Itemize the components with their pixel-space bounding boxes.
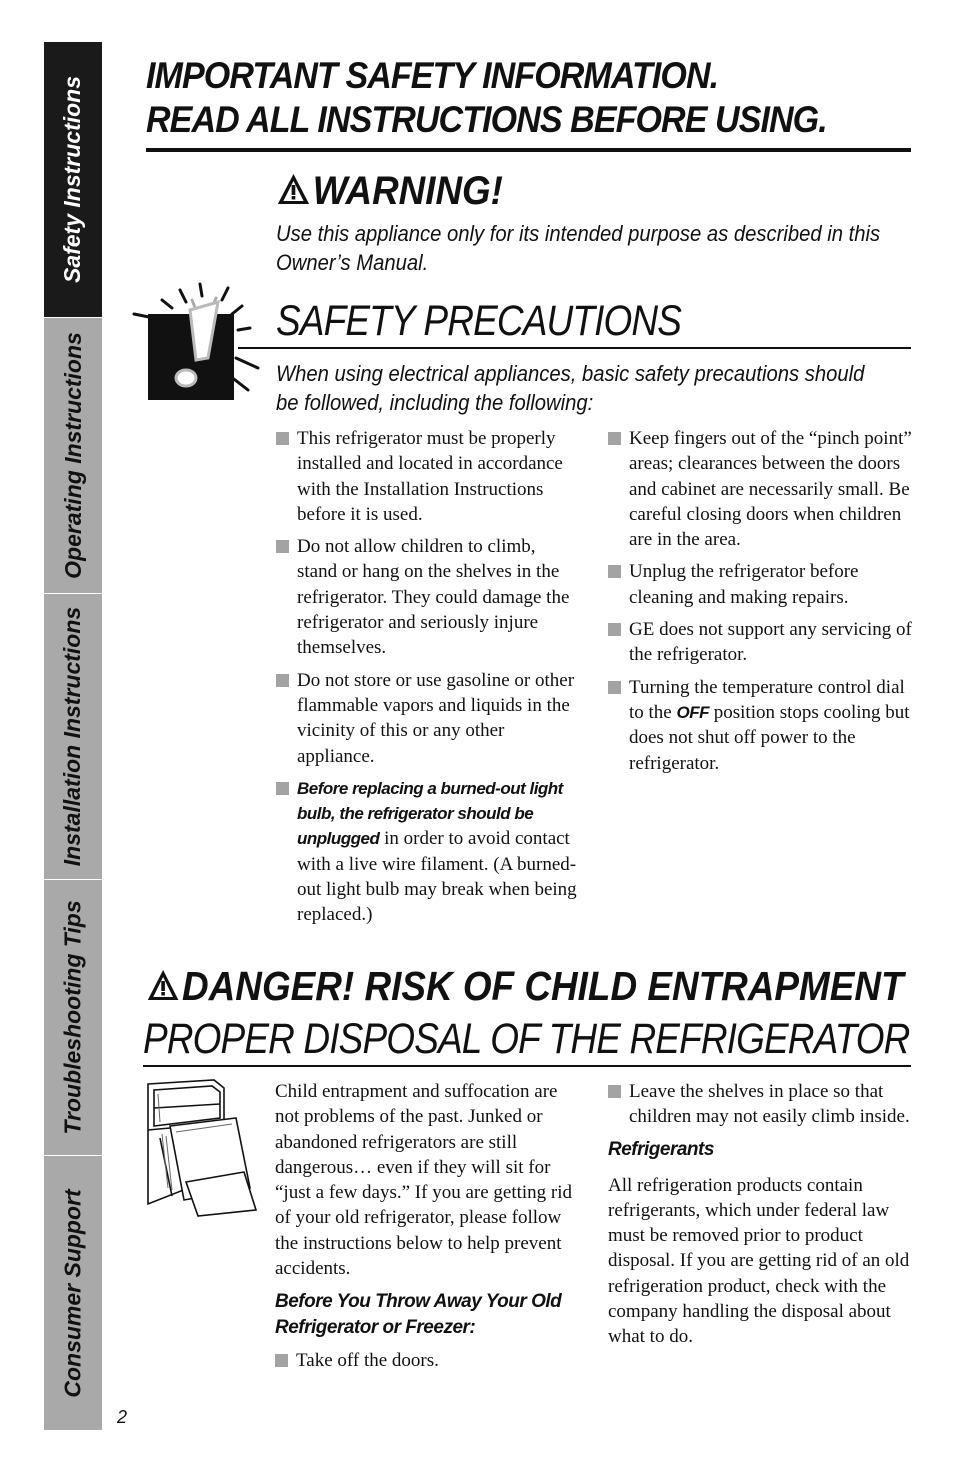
list-item [608, 675, 914, 776]
before-throwaway-heading: Before You Throw Away Your Old Refrigerator or Freezer: [275, 1291, 562, 1339]
tab-safety-instructions[interactable] [44, 42, 102, 318]
page-number: 2 [117, 1407, 128, 1427]
tab-consumer-support[interactable] [44, 1156, 102, 1430]
safety-precautions-heading: SAFETY PRECAUTIONS [276, 297, 682, 345]
danger-left-column [275, 1079, 585, 1381]
side-tab-bar [44, 42, 102, 1430]
safety-rule [238, 347, 911, 349]
danger-intro: Child entrapment and suffocation are not problems of the past. Junked or abandoned refrigerators are still dangerous… even if they will sit for “just a few days.” If you are getting rid of your old refrigerator, please follow the instructions below to help prevent accidents. [275, 1081, 573, 1280]
safety-right-column [608, 426, 914, 783]
list-item [608, 426, 914, 552]
off-label: OFF [676, 702, 709, 722]
list-item-text: This refrigerator must be properly installed and located in accordance with the Installation Instructions before it is used. [297, 428, 563, 525]
safety-left-column [276, 426, 580, 935]
list-item-text: Leave the shelves in place so that children may not easily climb inside. [629, 1081, 910, 1128]
tab-installation-instructions[interactable] [44, 594, 102, 880]
square-bullet-icon [608, 1085, 621, 1098]
square-bullet-icon [275, 1354, 288, 1367]
bulb-warning-bold: Before replacing a burned-out light bulb, the refrigerator should be unplugged [297, 778, 563, 849]
danger-heading [146, 962, 904, 1010]
warning-heading [276, 168, 503, 214]
dial-text-pre: Turning the temperature control dial to the [629, 676, 905, 723]
list-item [276, 426, 580, 527]
square-bullet-icon [276, 782, 289, 795]
danger-right-column [608, 1079, 914, 1350]
title-line-1: IMPORTANT SAFETY INFORMATION. [146, 55, 719, 96]
list-item [608, 617, 914, 668]
bulb-warning-text: in order to avoid contact with a live wire filament. (A burned-out light bulb may break when being replaced.) [297, 828, 577, 926]
refrigerator-illustration [140, 1078, 268, 1218]
header-rule [146, 148, 911, 152]
square-bullet-icon [276, 540, 289, 553]
warning-title: WARNING! [312, 169, 503, 213]
list-item-text: Keep fingers out of the “pinch point” areas; clearances between the doors and cabinet are necessarily small. Be careful closing doors when children are in the area. [629, 428, 912, 551]
page-title [146, 54, 854, 142]
square-bullet-icon [276, 674, 289, 687]
tab-label: Consumer Support [59, 1188, 86, 1398]
tab-troubleshooting-tips[interactable] [44, 880, 102, 1156]
tab-operating-instructions[interactable] [44, 318, 102, 594]
disposal-heading: PROPER DISPOSAL OF THE REFRIGERATOR [143, 1015, 910, 1063]
dial-text-post: position stops cooling but does not shut off power to the refrigerator. [629, 701, 910, 774]
warning-triangle-icon [276, 172, 311, 206]
list-item-text: Unplug the refrigerator before cleaning and making repairs. [629, 561, 859, 608]
list-item [275, 1348, 585, 1373]
list-item-text: GE does not support any servicing of the refrigerator. [629, 619, 912, 666]
list-item-text: Take off the doors. [296, 1350, 439, 1372]
list-item-text: Do not allow children to climb, stand or hang on the shelves in the refrigerator. They could damage the refrigerator and seriously injure themselves. [297, 536, 570, 659]
tab-label: Safety Instructions [59, 75, 86, 284]
list-item-text: Do not store or use gasoline or other flammable vapors and liquids in the vicinity of this or any other appliance. [297, 669, 575, 767]
tab-label: Troubleshooting Tips [59, 900, 86, 1135]
danger-rule [143, 1065, 911, 1067]
refrigerants-heading: Refrigerants [608, 1138, 714, 1160]
square-bullet-icon [276, 432, 289, 445]
square-bullet-icon [608, 565, 621, 578]
square-bullet-icon [608, 432, 621, 445]
list-item [276, 668, 580, 769]
title-line-2: READ ALL INSTRUCTIONS BEFORE USING. [146, 99, 827, 140]
list-item [276, 776, 580, 928]
refrigerants-text: All refrigeration products contain refrigerants, which under federal law must be removed prior to product disposal. If you are getting rid of an old refrigeration product, check with the company handling the disposal about what to do. [608, 1174, 910, 1348]
safety-lead: When using electrical appliances, basic safety precautions should be followed, including the following: [276, 361, 865, 415]
list-item [276, 534, 580, 660]
square-bullet-icon [608, 623, 621, 636]
danger-title: DANGER! RISK OF CHILD ENTRAPMENT [182, 963, 904, 1009]
list-item [608, 559, 914, 610]
square-bullet-icon [608, 681, 621, 694]
warning-text: Use this appliance only for its intended purpose as described in this Owner’s Manual. [276, 221, 881, 275]
tab-label: Operating Instructions [59, 332, 86, 579]
warning-triangle-icon [146, 968, 180, 1002]
tab-label: Installation Instructions [59, 606, 86, 867]
exclamation-alert-icon [132, 280, 266, 402]
list-item [608, 1079, 914, 1130]
